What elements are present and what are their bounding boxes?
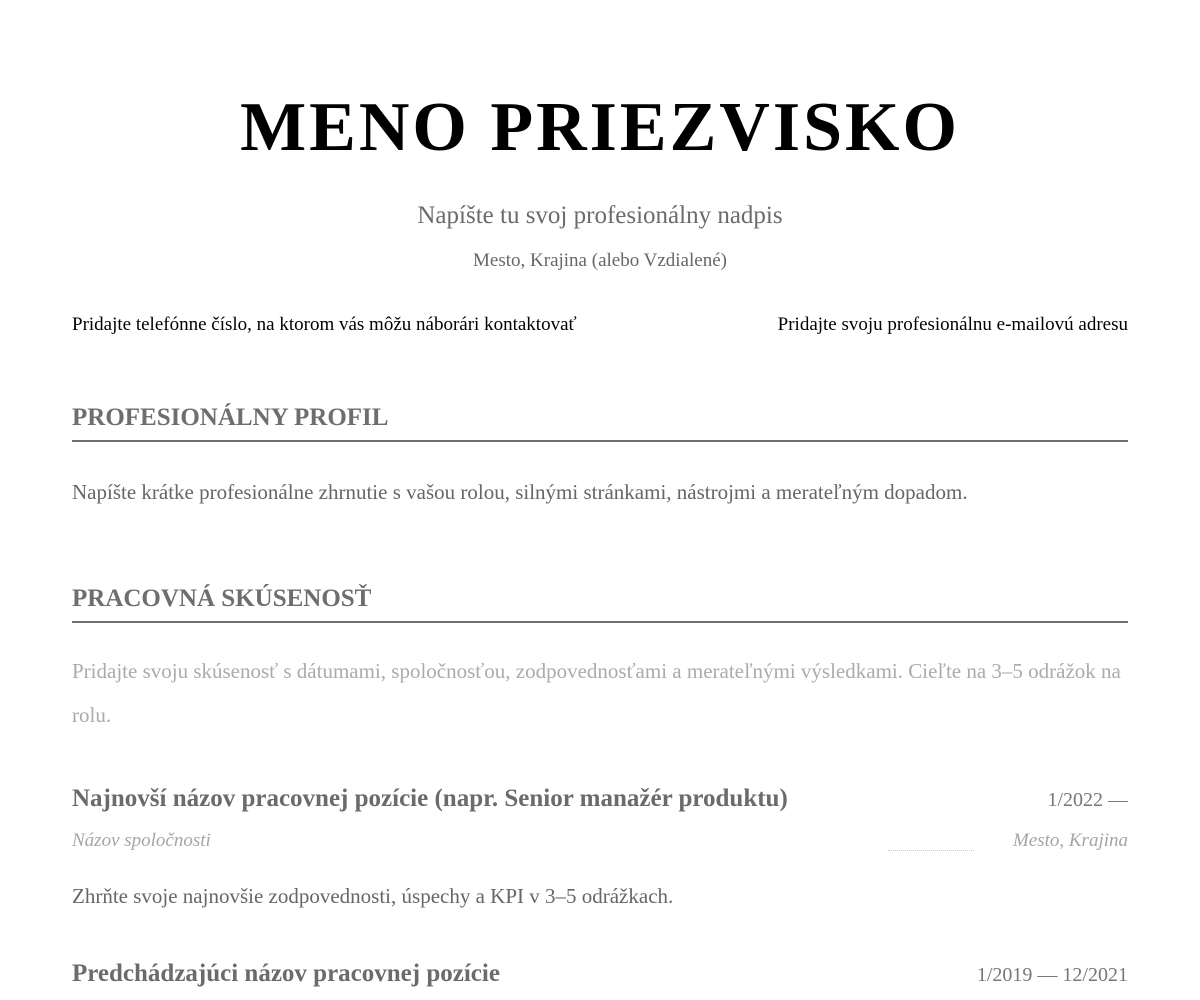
job-title[interactable]: Predchádzajúci názov pracovnej pozície [72, 960, 500, 987]
job-dates[interactable]: 1/2022 — [1047, 789, 1128, 811]
profile-summary[interactable]: Napíšte krátke profesionálne zhrnutie s vašou rolou, silnými stránkami, nástrojmi a merateľným dopadom. [72, 480, 968, 504]
company-name[interactable]: Názov spoločnosti [72, 830, 211, 851]
job-title[interactable]: Najnovší názov pracovnej pozície (napr. Senior manažér produktu) [72, 785, 788, 812]
job-summary[interactable]: Zhrňte svoje najnovšie zodpovednosti, úspechy a KPI v 3–5 odrážkach. [72, 884, 674, 908]
job-company-row [72, 830, 1128, 852]
section-title-profile: PROFESIONÁLNY PROFIL [72, 402, 1128, 442]
candidate-location[interactable]: Mesto, Krajina (alebo Vzdialené) [473, 250, 727, 271]
job-location[interactable]: Mesto, Krajina [1012, 830, 1128, 851]
job-header-row [72, 960, 1128, 988]
dotted-leader [888, 850, 974, 851]
candidate-name[interactable]: MENO PRIEZVISKO [240, 89, 960, 166]
phone-field[interactable]: Pridajte telefónne číslo, na ktorom vás môžu náborári kontaktovať [72, 314, 577, 335]
job-dates[interactable]: 1/2019 — 12/2021 [976, 964, 1128, 986]
email-field[interactable]: Pridajte svoju profesionálnu e-mailovú adresu [777, 314, 1128, 335]
experience-hint: Pridajte svoju skúsenosť s dátumami, spoločnosťou, zodpovednosťami a merateľnými výsledkami. Cieľte na 3–5 odrážok na rolu. [72, 659, 1121, 727]
contact-row [72, 312, 1128, 338]
job-header-row [72, 785, 1128, 813]
professional-headline[interactable]: Napíšte tu svoj profesionálny nadpis [417, 202, 783, 229]
section-title-experience: PRACOVNÁ SKÚSENOSŤ [72, 583, 1128, 623]
